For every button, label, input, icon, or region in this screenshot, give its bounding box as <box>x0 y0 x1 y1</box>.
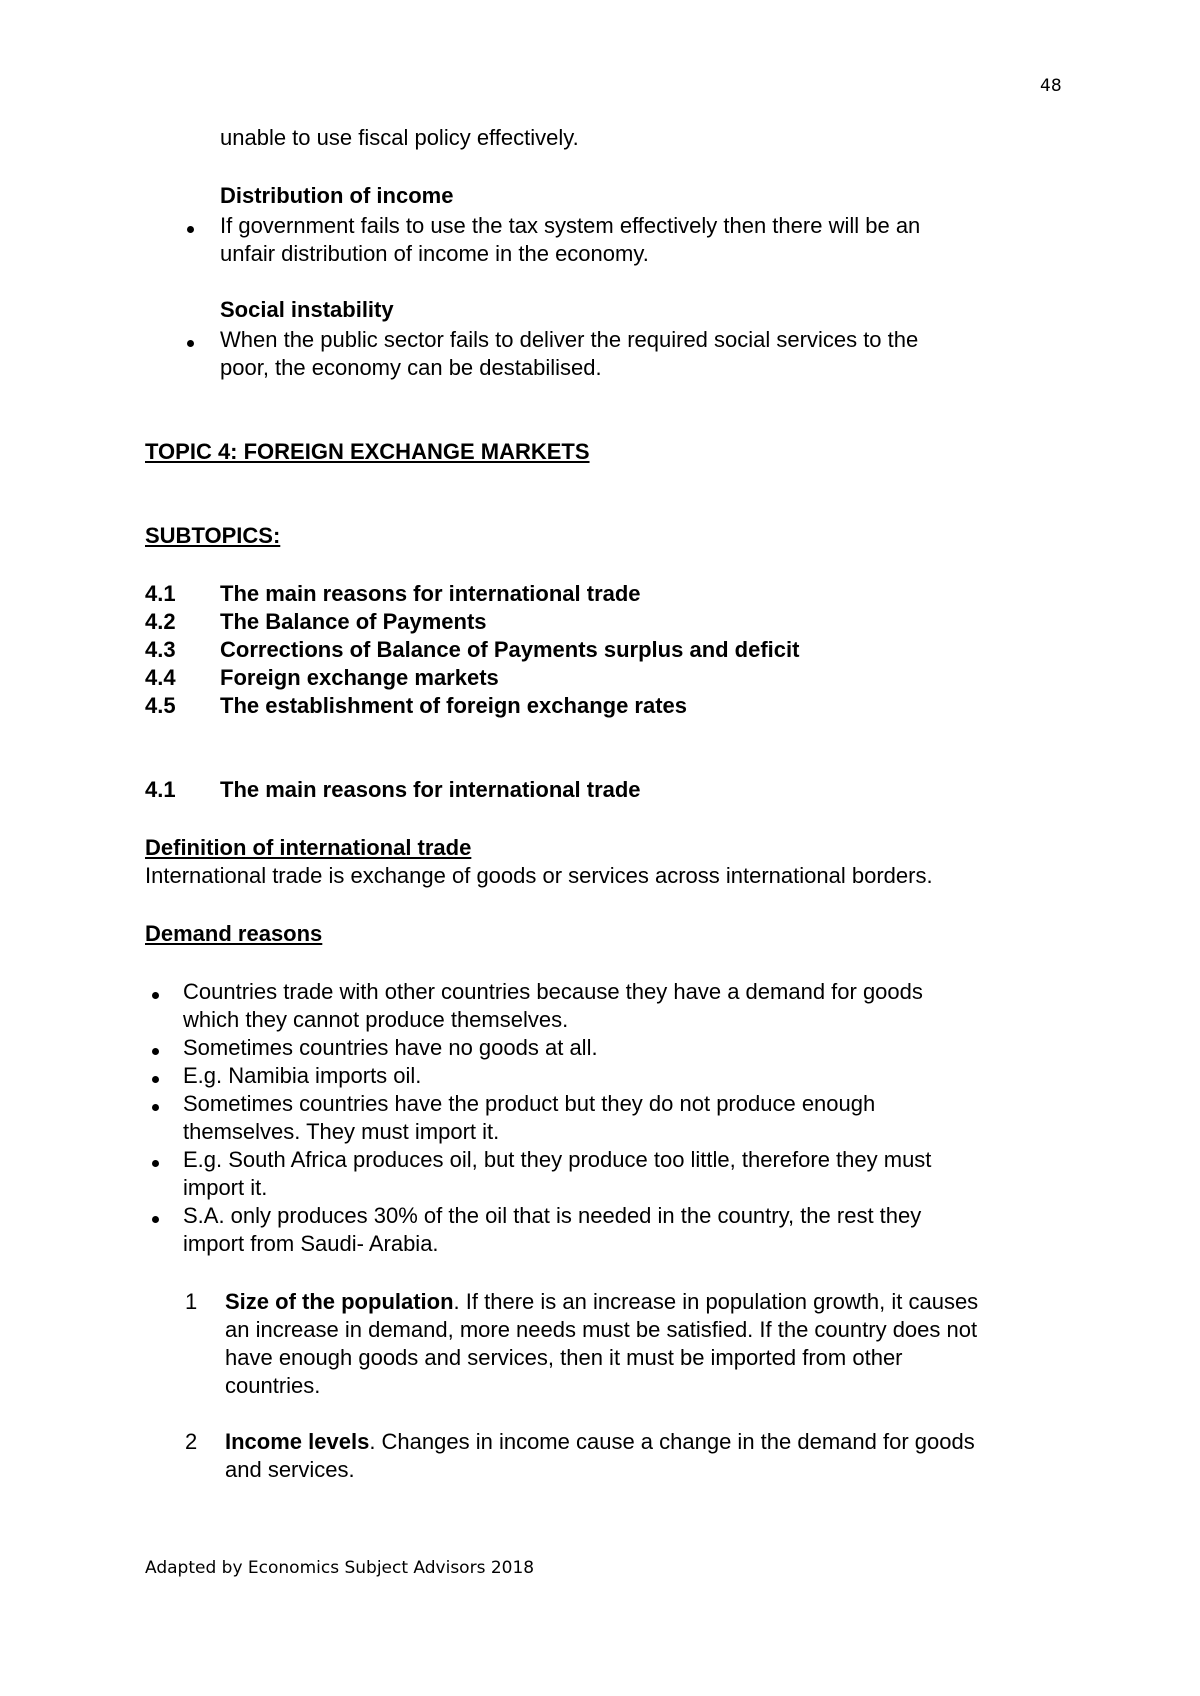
numbered-item-line <box>225 1288 978 1316</box>
numbered-item-line: and services. <box>225 1457 355 1482</box>
distribution-bullet-line: unfair distribution of income in the economy. <box>220 241 649 266</box>
distribution-bullet-line: If government fails to use the tax system effectively then there will be an <box>220 213 921 238</box>
continuation-text: unable to use fiscal policy effectively. <box>220 125 579 150</box>
numbered-item-text: . Changes in income cause a change in the demand for goods <box>369 1429 975 1454</box>
demand-bullet-line: E.g. Namibia imports oil. <box>183 1063 422 1088</box>
definition-heading: Definition of international trade <box>145 835 472 860</box>
numbered-item-text: . If there is an increase in population growth, it causes <box>453 1289 979 1314</box>
subtopic-number: 4.5 <box>145 693 176 718</box>
numbered-item-title: Size of the population <box>225 1289 454 1314</box>
demand-bullet-line: which they cannot produce themselves. <box>183 1007 569 1032</box>
bullet-icon <box>152 992 159 999</box>
subtopics-heading: SUBTOPICS: <box>145 523 281 548</box>
demand-bullet-line: Countries trade with other countries because they have a demand for goods <box>183 979 923 1004</box>
numbered-item-line: countries. <box>225 1373 321 1398</box>
numbered-item-line: an increase in demand, more needs must be satisfied. If the country does not <box>225 1317 978 1342</box>
subtopic-number: 4.3 <box>145 637 176 662</box>
topic-title: TOPIC 4: FOREIGN EXCHANGE MARKETS <box>145 439 590 464</box>
demand-bullet-line: themselves. They must import it. <box>183 1119 500 1144</box>
subtopic-number: 4.4 <box>145 665 176 690</box>
subtopic-label: The Balance of Payments <box>220 609 487 634</box>
demand-heading: Demand reasons <box>145 921 323 946</box>
subtopic-label: The establishment of foreign exchange rates <box>220 693 688 718</box>
numbered-item-line: have enough goods and services, then it must be imported from other <box>225 1345 903 1370</box>
page-number: 48 <box>1040 76 1062 96</box>
subtopic-number: 4.2 <box>145 609 176 634</box>
definition-text: International trade is exchange of goods or services across international borders. <box>145 863 933 888</box>
subtopic-label: Corrections of Balance of Payments surplus and deficit <box>220 637 800 662</box>
bullet-icon <box>152 1104 159 1111</box>
social-heading: Social instability <box>220 297 394 322</box>
social-bullet-line: When the public sector fails to deliver the required social services to the <box>220 327 919 352</box>
demand-bullet-line: S.A. only produces 30% of the oil that is needed in the country, the rest they <box>183 1203 922 1228</box>
bullet-icon <box>187 340 194 347</box>
demand-bullet-line: import from Saudi- Arabia. <box>183 1231 439 1256</box>
bullet-icon <box>152 1216 159 1223</box>
bullet-icon <box>152 1076 159 1083</box>
demand-bullet-line: Sometimes countries have no goods at all. <box>183 1035 598 1060</box>
distribution-heading: Distribution of income <box>220 183 454 208</box>
numbered-item-title: Income levels <box>225 1429 370 1454</box>
section-number: 4.1 <box>145 777 176 802</box>
subtopic-number: 4.1 <box>145 581 176 606</box>
subtopic-label: Foreign exchange markets <box>220 665 499 690</box>
demand-bullet-line: import it. <box>183 1175 268 1200</box>
demand-bullet-line: E.g. South Africa produces oil, but they produce too little, therefore they must <box>183 1147 932 1172</box>
bullet-icon <box>152 1048 159 1055</box>
bullet-icon <box>152 1160 159 1167</box>
social-bullet-line: poor, the economy can be destabilised. <box>220 355 602 380</box>
numbered-item-line <box>225 1428 975 1456</box>
footer-text: Adapted by Economics Subject Advisors 2018 <box>145 1558 535 1578</box>
section-title: The main reasons for international trade <box>220 777 641 802</box>
subtopic-label: The main reasons for international trade <box>220 581 641 606</box>
numbered-item-number: 2 <box>185 1429 198 1454</box>
bullet-icon <box>187 226 194 233</box>
numbered-item-number: 1 <box>185 1289 198 1314</box>
demand-bullet-line: Sometimes countries have the product but they do not produce enough <box>183 1091 876 1116</box>
